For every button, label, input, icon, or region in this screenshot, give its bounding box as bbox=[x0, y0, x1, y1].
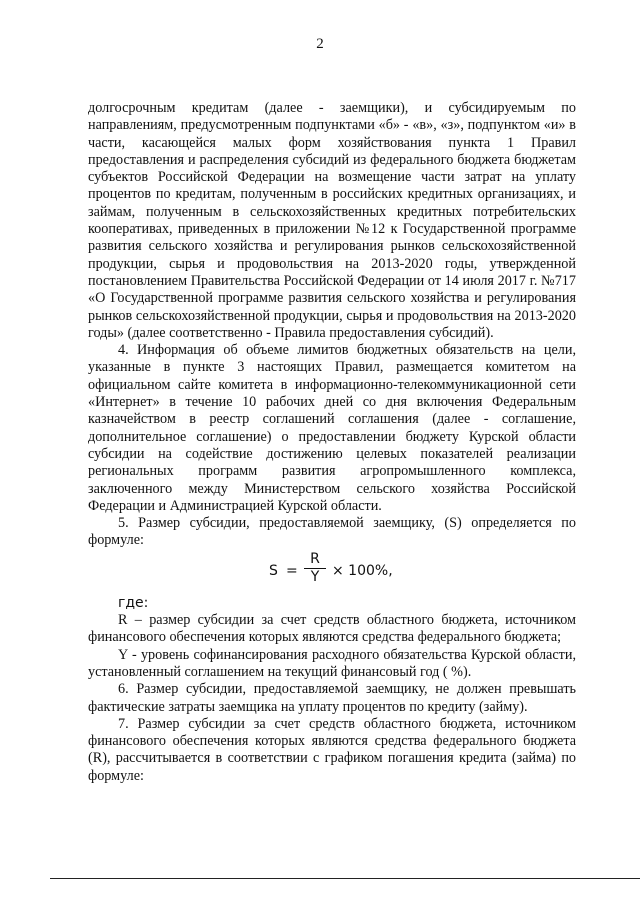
formula-denominator: Y bbox=[310, 568, 320, 585]
definition-y: Y - уровень софинансирования расходного обязательства Курской области, установленный соглашением на текущий финансовый год ( %). bbox=[88, 646, 576, 680]
document-body bbox=[88, 100, 576, 785]
formula-multiplier: × 100%, bbox=[332, 562, 393, 579]
paragraph-4: 4. Информация об объеме лимитов бюджетных обязательств на цели, указанные в пункте 3 настоящих Правил, размещается комитетом на официальном сайте комитета в информационно-телекоммуникационной сети «Интернет» в течение 10 рабочих дней со дня включения Федеральным казначейством в реестр соглашений соглашения (далее - соглашение, дополнительное соглашение) о предоставлении бюджету Курской области субсидии на содействие достижению целевых показателей реализации региональных программ развития агропромышленного комплекса, заключенного между Министерством сельского хозяйства Российской Федерации и Администрацией Курской области. bbox=[88, 342, 576, 514]
formula-equals: = bbox=[286, 562, 298, 579]
formula-fraction bbox=[304, 551, 326, 586]
formula-numerator: R bbox=[310, 550, 320, 567]
where-label: где: bbox=[118, 594, 149, 611]
formula bbox=[88, 551, 576, 591]
definition-r: R – размер субсидии за счет средств областного бюджета, источником финансового обеспечения которых являются средства федерального бюджета; bbox=[88, 612, 576, 646]
formula-lhs: S bbox=[269, 562, 278, 579]
scan-edge-line bbox=[50, 878, 640, 879]
page-number: 2 bbox=[316, 36, 324, 52]
paragraph-6: 6. Размер субсидии, предоставляемой заемщику, не должен превышать фактические затраты заемщика на уплату процентов по кредиту (займу). bbox=[88, 681, 576, 715]
paragraph-7: 7. Размер субсидии за счет средств областного бюджета, источником финансового обеспечения которых являются средства федерального бюджета (R), рассчитывается в соответствии с графиком погашения кредита (займа) по формуле: bbox=[88, 715, 576, 784]
paragraph-5: 5. Размер субсидии, предоставляемой заемщику, (S) определяется по формуле: bbox=[88, 515, 576, 549]
paragraph-continuation: долгосрочным кредитам (далее - заемщики), и субсидируемым по направлениям, предусмотренным подпунктами «б» - «в», «з», подпунктом «и» в части, касающейся малых форм хозяйствования пункта 1 Правил предоставления и распределения субсидий из федерального бюджета бюджетам субъектов Российской Федерации на возмещение части затрат на уплату процентов по кредитам, полученным в российских кредитных организациях, и займам, полученным в сельскохозяйственных кредитных потребительских кооперативах, приведенных в приложении №12 к Государственной программе развития сельского хозяйства и регулирования рынков сельскохозяйственной продукции, сырья и продовольствия на 2013-2020 годы, утвержденной постановлением Правительства Российской Федерации от 14 июля 2017 г. №717 «О Государственной программе развития сельского хозяйства и регулирования рынков сельскохозяйственной продукции, сырья и продовольствия на 2013-2020 годы» (далее соответственно - Правила предоставления субсидий). bbox=[88, 100, 576, 341]
